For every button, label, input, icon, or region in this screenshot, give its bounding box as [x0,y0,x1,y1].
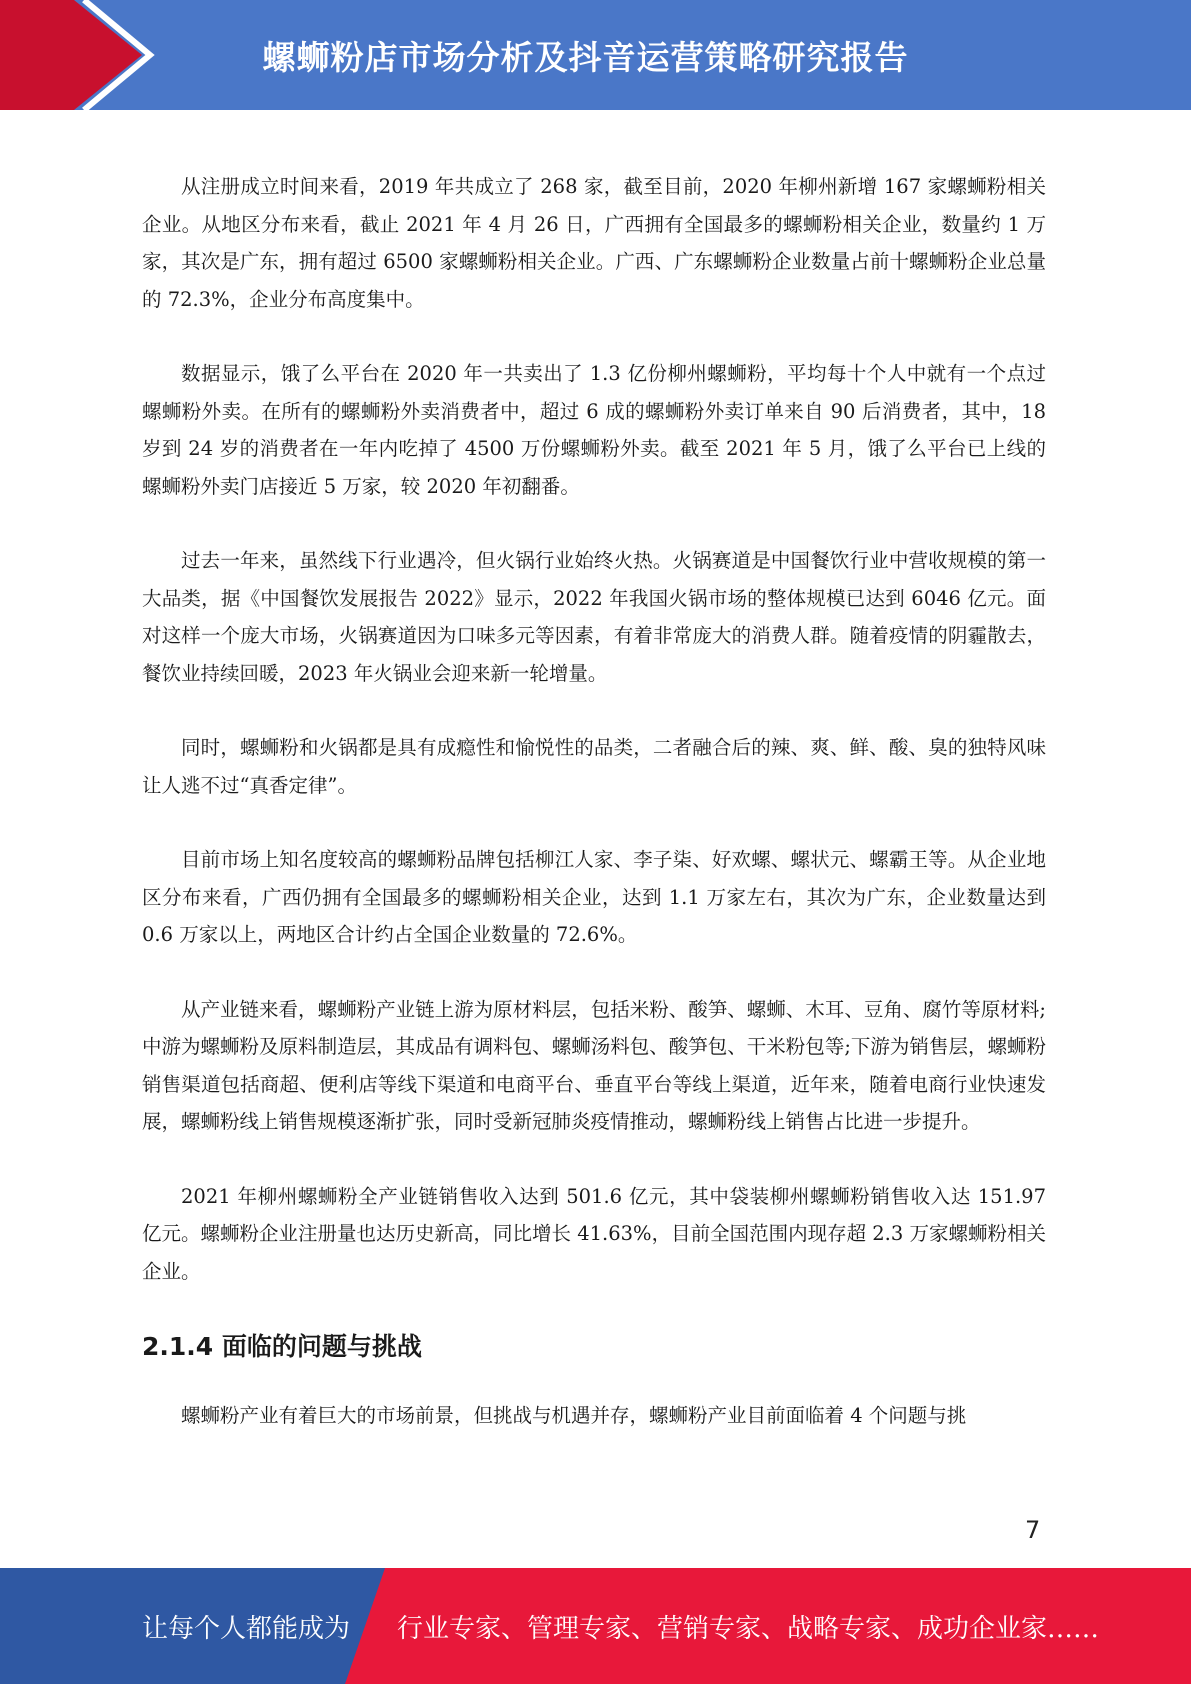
paragraph-revenue: 2021 年柳州螺蛳粉全产业链销售收入达到 501.6 亿元，其中袋装柳州螺蛳粉销售收入达 151.97 亿元。螺蛳粉企业注册量也达历史新高，同比增长 41.63%，目前全国范围内现存超 2.3 万家螺蛳粉相关企业。 [142,1184,1046,1283]
header-banner [0,0,1191,110]
paragraph-registration: 从注册成立时间来看，2019 年共成立了 268 家，截至目前，2020 年柳州新增 167 家螺蛳粉相关企业。从地区分布来看，截止 2021 年 4 月 26 日，广西拥有全国最多的螺蛳粉相关企业，数量约 1 万家，其次是广东，拥有超过 6500 家螺蛳粉相关企业。广西、广东螺蛳粉企业数量占前十螺蛳粉企业总量的 72.3%，企业分布高度集中。 [142,175,1046,311]
paragraph-brands: 目前市场上知名度较高的螺蛳粉品牌包括柳江人家、李子柒、好欢螺、螺状元、螺霸王等。从企业地区分布来看，广西仍拥有全国最多的螺蛳粉相关企业，达到 1.1 万家左右，其次为广东，企业数量达到 0.6 万家以上，两地区合计约占全国企业数量的 72.6%。 [142,848,1046,946]
document-title: 螺蛳粉店市场分析及抖音运营策略研究报告 [262,37,909,77]
paragraph-industry-chain: 从产业链来看，螺蛳粉产业链上游为原材料层，包括米粉、酸笋、螺蛳、木耳、豆角、腐竹等原材料;中游为螺蛳粉及原料制造层，其成品有调料包、螺蛳汤料包、酸笋包、干米粉包等;下游为销售层，螺蛳粉销售渠道包括商超、便利店等线下渠道和电商平台、垂直平台等线上渠道，近年来，随着电商行业快速发展，螺蛳粉线上销售规模逐渐扩张，同时受新冠肺炎疫情推动，螺蛳粉线上销售占比进一步提升。 [142,997,1046,1133]
footer-banner [0,1568,1191,1684]
document-body [142,168,1046,1472]
paragraph-challenges: 螺蛳粉产业有着巨大的市场前景，但挑战与机遇并存，螺蛳粉产业目前面临着 4 个问题与挑 [181,1404,967,1427]
chevron-arrow-icon [0,0,160,110]
section-heading: 2.1.4 面临的问题与挑战 [142,1332,422,1361]
page-number: 7 [1025,1516,1041,1544]
paragraph-fusion: 同时，螺蛳粉和火锅都是具有成瘾性和愉悦性的品类，二者融合后的辣、爽、鲜、酸、臭的独特风味让人逃不过“真香定律”。 [142,736,1046,797]
paragraph-eleme-data: 数据显示，饿了么平台在 2020 年一共卖出了 1.3 亿份柳州螺蛳粉，平均每十个人中就有一个点过螺蛳粉外卖。在所有的螺蛳粉外卖消费者中，超过 6 成的螺蛳粉外卖订单来自 90 后消费者，其中，18 岁到 24 岁的消费者在一年内吃掉了 4500 万份螺蛳粉外卖。截至 2021 年 5 月，饿了么平台已上线的螺蛳粉外卖门店接近 5 万家，较 2020 年初翻番。 [142,362,1046,498]
footer-slogan-left: 让每个人都能成为 [142,1613,351,1644]
paragraph-hotpot: 过去一年来，虽然线下行业遇冷，但火锅行业始终火热。火锅赛道是中国餐饮行业中营收规模的第一大品类，据《中国餐饮发展报告 2022》显示，2022 年我国火锅市场的整体规模已达到 6046 亿元。面对这样一个庞大市场，火锅赛道因为口味多元等因素，有着非常庞大的消费人群。随着疫情的阴霾散去，餐饮业持续回暖，2023 年火锅业会迎来新一轮增量。 [142,549,1046,685]
footer-slogan-right: 行业专家、管理专家、营销专家、战略专家、成功企业家…… [397,1613,1100,1644]
